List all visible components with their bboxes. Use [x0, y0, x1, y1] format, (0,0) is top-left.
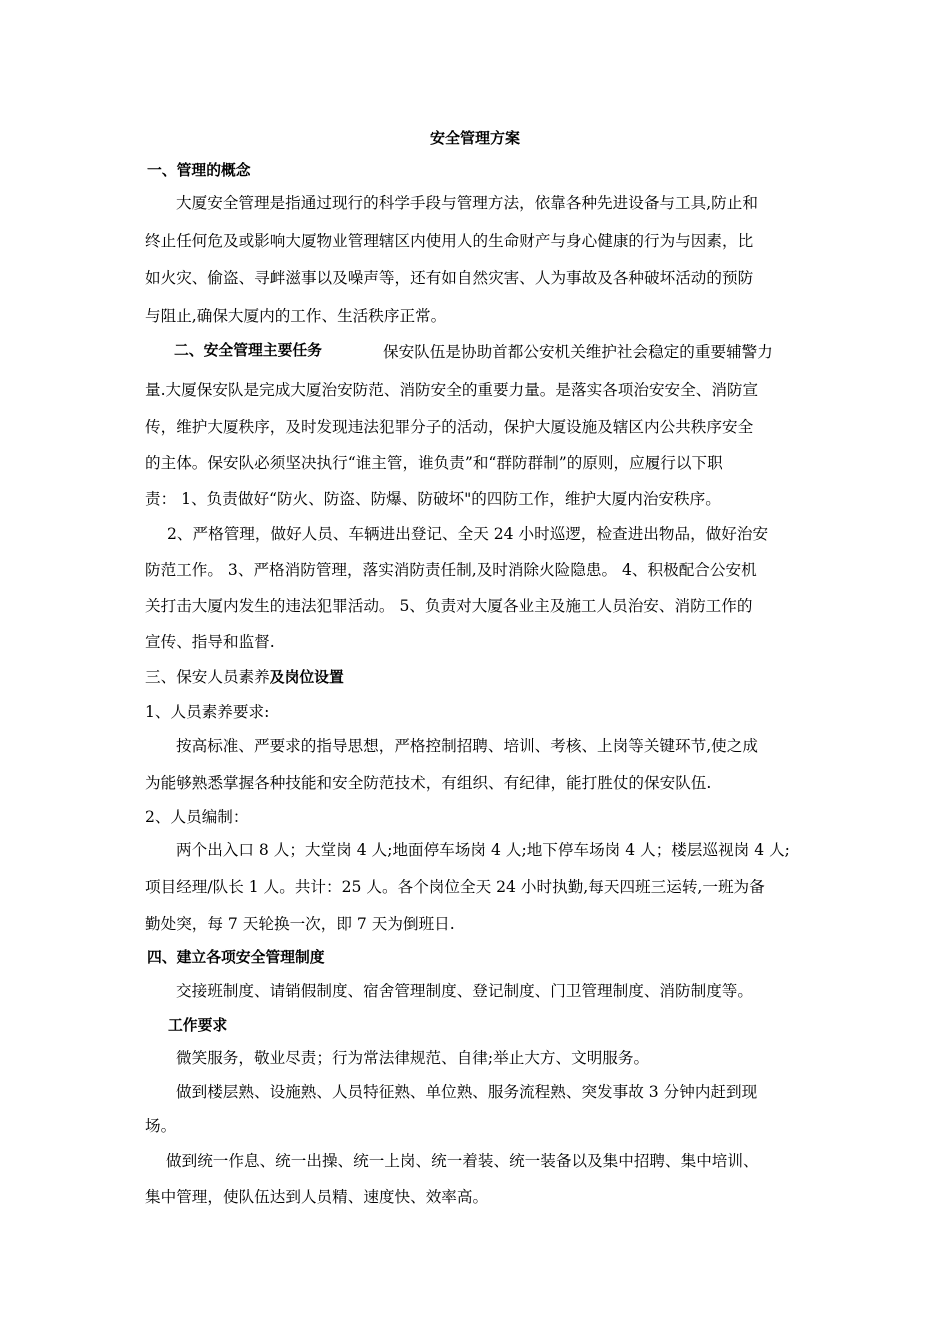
section-2-heading: 二、安全管理主要任务 [174, 342, 322, 359]
section-2-line-5: 2、严格管理，做好人员、车辆进出登记、全天 24 小时巡逻，检查进出物品，做好治安 [167, 525, 769, 543]
work-requirements-line-2: 做到楼层熟、设施熟、人员特征熟、单位熟、服务流程熟、突发事故 3 分钟内赶到现 [176, 1083, 758, 1101]
section-3-sub-2-line-2: 项目经理/队长 1 人。共计：25 人。各个岗位全天 24 小时执勤,每天四班三运转,一班为备 [145, 878, 765, 896]
section-3-heading [145, 663, 344, 691]
section-3-sub-1-line-1: 按高标准、严要求的指导思想，严格控制招聘、培训、考核、上岗等关键环节,使之成 [176, 737, 758, 755]
section-1-line-4: 与阻止,确保大厦内的工作、生活秩序正常。 [145, 307, 447, 325]
section-4-heading: 四、建立各项安全管理制度 [147, 949, 325, 966]
section-3-sub-1-heading: 1、人员素养要求: [145, 703, 270, 721]
section-3-sub-2-line-1: 两个出入口 8 人；大堂岗 4 人;地面停车场岗 4 人;地下停车场岗 4 人；楼层巡视岗 4 人; [176, 841, 790, 859]
work-requirements-line-5: 集中管理，使队伍达到人员精、速度快、效率高。 [145, 1188, 489, 1206]
section-2-line-2: 传，维护大厦秩序，及时发现违法犯罪分子的活动，保护大厦设施及辖区内公共秩序安全 [145, 418, 754, 436]
work-requirements-line-3: 场。 [145, 1117, 177, 1135]
section-2-line-1: 量.大厦保安队是完成大厦治安防范、消防安全的重要力量。是落实各项治安安全、消防宣 [145, 381, 759, 399]
section-2-line-7: 关打击大厦内发生的违法犯罪活动。 5、负责对大厦各业主及施工人员治安、消防工作的 [145, 597, 753, 615]
page-title: 安全管理方案 [429, 129, 520, 147]
section-3-heading-part-a: 三、保安人员素养 [145, 668, 270, 686]
section-1-line-1: 大厦安全管理是指通过现行的科学手段与管理方法，依靠各种先进设备与工具,防止和 [176, 194, 758, 212]
section-1-line-2: 终止任何危及或影响大厦物业管理辖区内使用人的生命财产与身心健康的行为与因素，比 [145, 232, 754, 250]
section-2-first-line: 保安队伍是协助首都公安机关维护社会稳定的重要辅警力 [383, 343, 773, 361]
section-1-line-3: 如火灾、偷盗、寻衅滋事以及噪声等，还有如自然灾害、人为事故及各种破坏活动的预防 [145, 269, 754, 287]
section-3-sub-2-heading: 2、人员编制： [145, 808, 249, 826]
section-2-line-3: 的主体。保安队必须坚决执行“谁主管，谁负责”和“群防群制”的原则，应履行以下职 [145, 454, 723, 472]
work-requirements-line-1: 微笑服务，敬业尽责；行为常法律规范、自律;举止大方、文明服务。 [176, 1049, 650, 1067]
section-2-line-6: 防范工作。 3、严格消防管理，落实消防责任制,及时消除火险隐患。 4、积极配合公安机 [145, 561, 757, 579]
work-requirements-heading: 工作要求 [168, 1017, 228, 1034]
section-4-line: 交接班制度、请销假制度、宿舍管理制度、登记制度、门卫管理制度、消防制度等。 [176, 982, 753, 1000]
section-2-line-8: 宣传、指导和监督. [145, 633, 275, 651]
section-3-sub-2-line-3: 勤处突，每 7 天轮换一次，即 7 天为倒班日. [145, 915, 455, 933]
section-2-line-4: 责： 1、负责做好“防火、防盗、防爆、防破坏"的四防工作，维护大厦内治安秩序。 [145, 490, 721, 508]
section-3-sub-1-line-2: 为能够熟悉掌握各种技能和安全防范技术，有组织、有纪律，能打胜仗的保安队伍. [145, 774, 712, 792]
section-1-heading: 一、管理的概念 [147, 162, 251, 179]
section-3-heading-part-b: 及岗位设置 [269, 669, 344, 686]
work-requirements-line-4: 做到统一作息、统一出操、统一上岗、统一着装、统一装备以及集中招聘、集中培训、 [166, 1152, 759, 1170]
